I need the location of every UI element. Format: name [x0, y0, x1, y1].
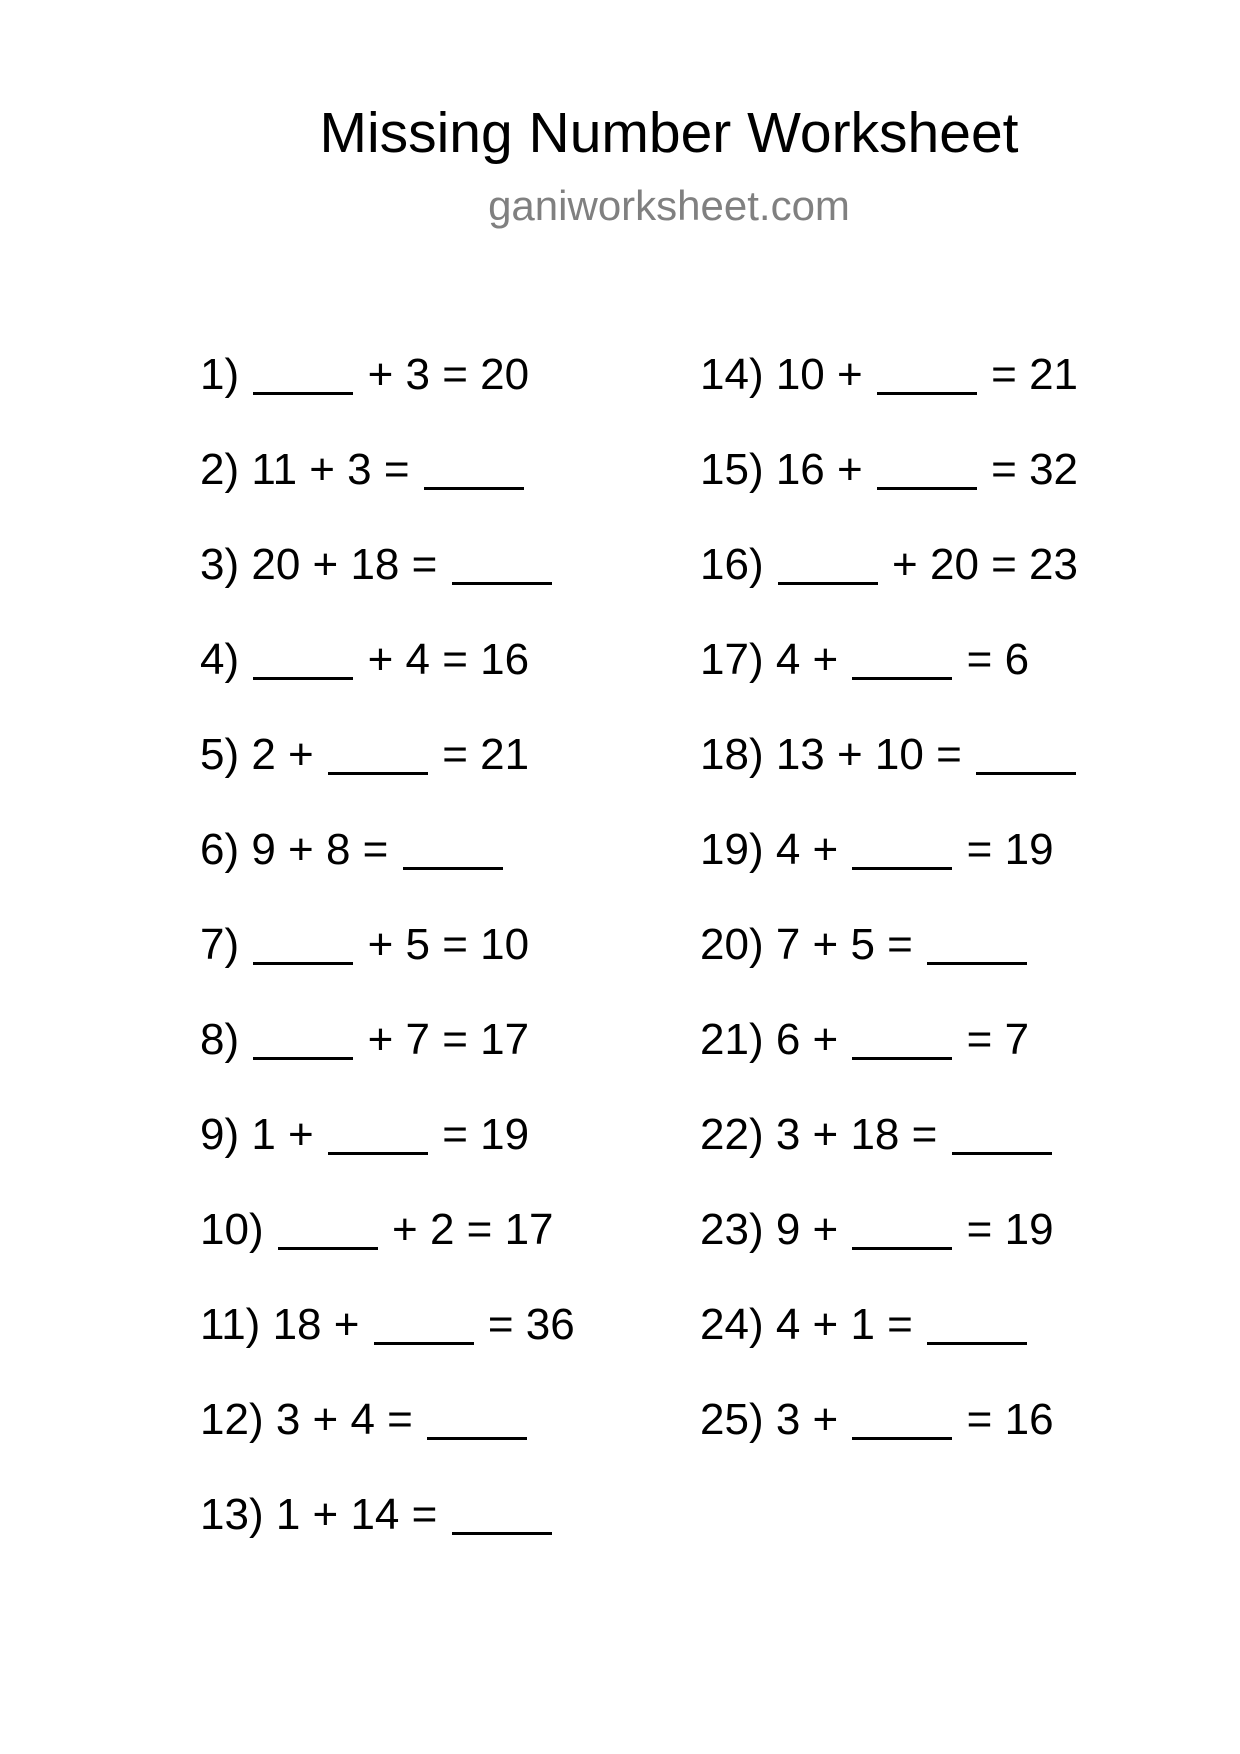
answer-blank[interactable]	[253, 922, 353, 965]
answer-blank[interactable]	[877, 352, 977, 395]
problem-text-before: 1 + 14 =	[275, 1490, 450, 1539]
problem-item	[700, 1391, 1078, 1486]
problem-number: 7)	[200, 920, 240, 969]
problem-item	[700, 1296, 1078, 1391]
problem-number: 6)	[200, 825, 240, 874]
problem-number: 1)	[200, 350, 240, 399]
site-watermark: ganiworksheet.com	[488, 182, 850, 229]
answer-blank[interactable]	[927, 922, 1027, 965]
problem-number: 20)	[700, 920, 764, 969]
problem-number: 9)	[200, 1110, 240, 1159]
problem-number: 22)	[700, 1110, 764, 1159]
answer-blank[interactable]	[427, 1397, 527, 1440]
problem-item	[200, 631, 575, 726]
problem-item	[700, 631, 1078, 726]
answer-blank[interactable]	[328, 732, 428, 775]
problem-number: 24)	[700, 1300, 764, 1349]
problem-text-before: 7 + 5 =	[775, 920, 926, 969]
problem-text-after: = 21	[978, 350, 1079, 399]
problem-text-before: 3 +	[775, 1395, 851, 1444]
answer-blank[interactable]	[852, 1397, 952, 1440]
problem-number: 10)	[200, 1205, 264, 1254]
answer-blank[interactable]	[852, 827, 952, 870]
problem-number: 12)	[200, 1395, 264, 1444]
problem-text-before: 4 +	[775, 635, 851, 684]
answer-blank[interactable]	[253, 352, 353, 395]
answer-blank[interactable]	[976, 732, 1076, 775]
problem-item	[700, 1201, 1078, 1296]
problem-text-before: 13 + 10 =	[775, 730, 974, 779]
answer-blank[interactable]	[403, 827, 503, 870]
problem-number: 5)	[200, 730, 240, 779]
answer-blank[interactable]	[778, 542, 878, 585]
problem-text-after: + 7 = 17	[355, 1015, 530, 1064]
problem-text-after: = 19	[954, 1205, 1054, 1254]
problem-item	[700, 821, 1078, 916]
answer-blank[interactable]	[852, 1207, 952, 1250]
problem-number: 11)	[200, 1300, 261, 1349]
answer-blank[interactable]	[374, 1302, 474, 1345]
problem-text-after: = 32	[978, 445, 1079, 494]
problem-text-after: + 20 = 23	[879, 540, 1078, 589]
problem-text-after: + 5 = 10	[355, 920, 530, 969]
answer-blank[interactable]	[452, 542, 552, 585]
problem-item	[200, 1201, 575, 1296]
problem-text-after: = 7	[954, 1015, 1030, 1064]
problem-item	[700, 536, 1078, 631]
problem-text-before: 3 + 18 =	[775, 1110, 950, 1159]
answer-blank[interactable]	[328, 1112, 428, 1155]
problem-number: 3)	[200, 540, 240, 589]
problem-number: 13)	[200, 1490, 264, 1539]
problem-text-after: = 36	[475, 1300, 575, 1349]
problem-number: 4)	[200, 635, 240, 684]
problem-item	[200, 441, 575, 536]
problem-text-after: = 19	[954, 825, 1054, 874]
answer-blank[interactable]	[253, 1017, 353, 1060]
answer-blank[interactable]	[452, 1492, 552, 1535]
problem-number: 25)	[700, 1395, 764, 1444]
problem-number: 18)	[700, 730, 764, 779]
problem-item	[200, 1106, 575, 1201]
problem-text-before: 4 +	[775, 825, 851, 874]
page-title: Missing Number Worksheet	[319, 101, 1019, 165]
answer-blank[interactable]	[278, 1207, 378, 1250]
problem-item	[200, 1296, 575, 1391]
problem-text-after: = 16	[954, 1395, 1054, 1444]
problem-item	[200, 821, 575, 916]
problem-number: 14)	[700, 350, 764, 399]
problem-item	[200, 346, 575, 441]
problem-item	[200, 1486, 575, 1581]
problem-text-before: 3 + 4 =	[275, 1395, 426, 1444]
problem-item	[700, 1106, 1078, 1201]
problem-item	[700, 1011, 1078, 1106]
problems-column-right	[700, 346, 1078, 1486]
problem-text-after: + 2 = 17	[379, 1205, 554, 1254]
problem-text-before: 16 +	[775, 445, 875, 494]
problem-text-after: = 6	[954, 635, 1030, 684]
problem-number: 15)	[700, 445, 764, 494]
problem-text-before: 4 + 1 =	[775, 1300, 926, 1349]
answer-blank[interactable]	[852, 1017, 952, 1060]
problem-number: 17)	[700, 635, 764, 684]
problem-text-before: 18 +	[272, 1300, 372, 1349]
problem-text-before: 10 +	[775, 350, 875, 399]
problem-text-after: = 19	[429, 1110, 530, 1159]
problem-number: 19)	[700, 825, 764, 874]
problem-text-before: 20 + 18 =	[251, 540, 450, 589]
problem-item	[200, 726, 575, 821]
problems-column-left	[200, 346, 575, 1581]
problem-text-before: 9 + 8 =	[251, 825, 401, 874]
problem-text-after: + 3 = 20	[355, 350, 530, 399]
answer-blank[interactable]	[852, 637, 952, 680]
answer-blank[interactable]	[952, 1112, 1052, 1155]
problem-number: 2)	[200, 445, 240, 494]
answer-blank[interactable]	[877, 447, 977, 490]
answer-blank[interactable]	[253, 637, 353, 680]
problem-text-before: 9 +	[775, 1205, 851, 1254]
problem-item	[200, 1391, 575, 1486]
answer-blank[interactable]	[927, 1302, 1027, 1345]
problem-number: 23)	[700, 1205, 764, 1254]
problem-text-after: + 4 = 16	[355, 635, 530, 684]
problem-item	[200, 916, 575, 1011]
problem-number: 16)	[700, 540, 764, 589]
answer-blank[interactable]	[424, 447, 524, 490]
problem-number: 21)	[700, 1015, 764, 1064]
problem-text-after: = 21	[429, 730, 530, 779]
problem-item	[700, 726, 1078, 821]
problem-number: 8)	[200, 1015, 240, 1064]
problem-item	[700, 441, 1078, 536]
problem-item	[200, 536, 575, 631]
problem-item	[200, 1011, 575, 1106]
problem-text-before: 6 +	[775, 1015, 851, 1064]
problem-text-before: 1 +	[251, 1110, 326, 1159]
problem-item	[700, 916, 1078, 1011]
problem-text-before: 2 +	[251, 730, 326, 779]
problem-text-before: 11 + 3 =	[251, 445, 422, 494]
problem-item	[700, 346, 1078, 441]
